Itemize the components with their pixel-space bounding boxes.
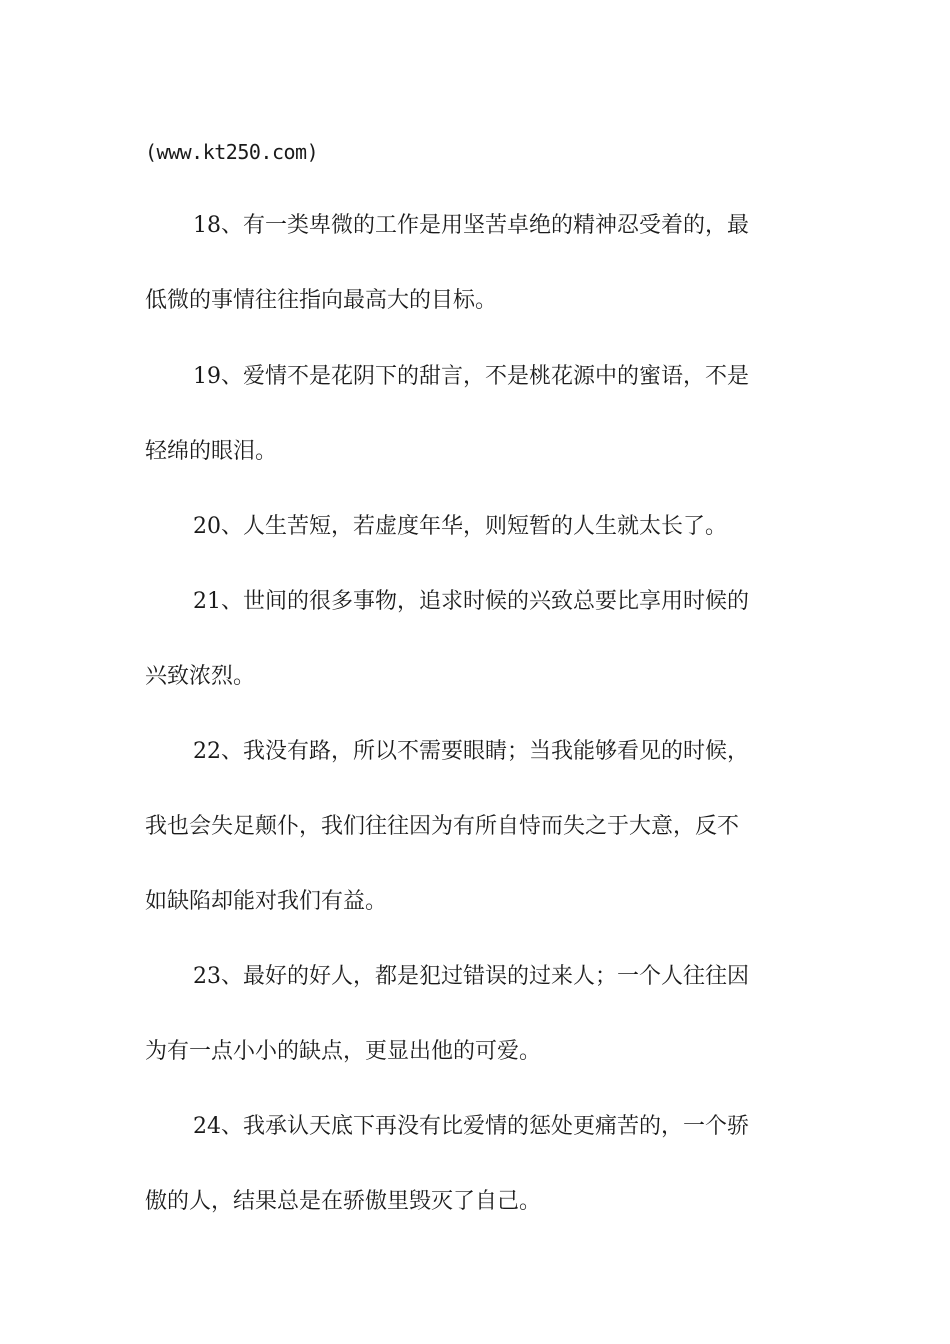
quote-24-line-1: 24、我承认天底下再没有比爱情的惩处更痛苦的，一个骄 xyxy=(193,1114,749,1139)
quote-20-line-1: 20、人生苦短，若虚度年华，则短暂的人生就太长了。 xyxy=(193,514,727,539)
quote-18-line-2: 低微的事情往往指向最高大的目标。 xyxy=(145,288,498,313)
quote-22-line-3: 如缺陷却能对我们有益。 xyxy=(145,889,388,914)
quote-21-line-2: 兴致浓烈。 xyxy=(145,664,256,689)
quote-23-line-1: 23、最好的好人，都是犯过错误的过来人；一个人往往因 xyxy=(193,964,749,989)
quote-24-line-2: 傲的人，结果总是在骄傲里毁灭了自己。 xyxy=(145,1189,542,1214)
quote-22-line-1: 22、我没有路，所以不需要眼睛；当我能够看见的时候， xyxy=(193,739,749,764)
quote-23-line-2: 为有一点小小的缺点，更显出他的可爱。 xyxy=(145,1039,542,1064)
source-url-line: (www.kt250.com) xyxy=(145,140,319,164)
quote-18-line-1: 18、有一类卑微的工作是用坚苦卓绝的精神忍受着的，最 xyxy=(193,213,749,238)
quote-19-line-2: 轻绵的眼泪。 xyxy=(145,439,278,464)
quote-19-line-1: 19、爱情不是花阴下的甜言，不是桃花源中的蜜语，不是 xyxy=(193,364,749,389)
quote-21-line-1: 21、世间的很多事物，追求时候的兴致总要比享用时候的 xyxy=(193,589,749,614)
quote-22-line-2: 我也会失足颠仆，我们往往因为有所自恃而失之于大意，反不 xyxy=(145,814,740,839)
